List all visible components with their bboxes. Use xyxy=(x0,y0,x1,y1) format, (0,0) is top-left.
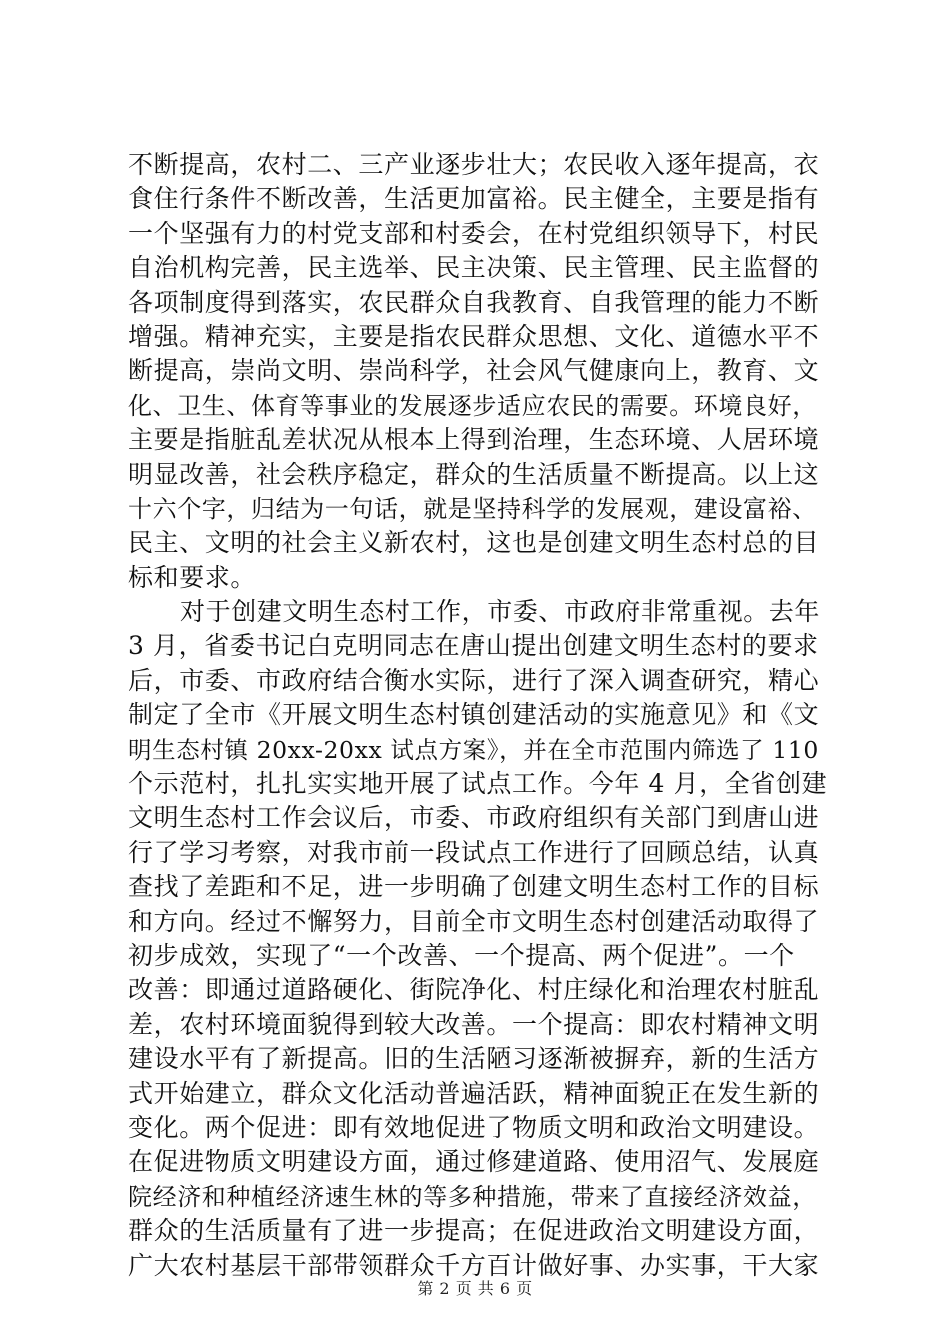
text-line: 3 月，省委书记白克明同志在唐山提出创建文明生态村的要求 xyxy=(128,631,819,661)
text-line: 断提高，崇尚文明、崇尚科学，社会风气健康向上，教育、文 xyxy=(128,356,820,386)
text-line: 变化。两个促进：即有效地促进了物质文明和政治文明建设。 xyxy=(128,1112,820,1142)
text-line: 增强。精神充实，主要是指农民群众思想、文化、道德水平不 xyxy=(128,321,820,351)
text-line: 初步成效，实现了“一个改善、一个提高、两个促进”。一个 xyxy=(128,940,795,970)
text-line: 院经济和种植经济速生林的等多种措施，带来了直接经济效益， xyxy=(128,1182,817,1211)
text-line: 个示范村，扎扎实实地开展了试点工作。今年 4 月，全省创建 xyxy=(128,769,828,799)
text-line: 制定了全市《开展文明生态村镇创建活动的实施意见》和《文 xyxy=(128,700,820,730)
text-line: 主要是指脏乱差状况从根本上得到治理，生态环境、人居环境 xyxy=(128,425,820,455)
text-line: 在促进物质文明建设方面，通过修建道路、使用沼气、发展庭 xyxy=(128,1147,820,1177)
text-line: 自治机构完善，民主选举、民主决策、民主管理、民主监督的 xyxy=(128,253,820,283)
text-line: 差，农村环境面貌得到较大改善。一个提高：即农村精神文明 xyxy=(128,1009,820,1039)
text-line: 群众的生活质量有了进一步提高；在促进政治文明建设方面， xyxy=(128,1216,820,1246)
document-body xyxy=(128,148,828,1283)
text-line: 式开始建立，群众文化活动普遍活跃，精神面貌正在发生新的 xyxy=(128,1078,820,1108)
text-line: 后，市委、市政府结合衡水实际，进行了深入调查研究，精心 xyxy=(128,665,820,695)
text-line: 明显改善，社会秩序稳定，群众的生活质量不断提高。以上这 xyxy=(128,459,820,489)
text-line: 建设水平有了新提高。旧的生活陋习逐渐被摒弃，新的生活方 xyxy=(128,1044,820,1074)
text-line: 行了学习考察，对我市前一段试点工作进行了回顾总结，认真 xyxy=(128,837,820,867)
text-line: 标和要求。 xyxy=(128,562,257,592)
text-line: 文明生态村工作会议后，市委、市政府组织有关部门到唐山进 xyxy=(128,803,820,833)
text-line: 食住行条件不断改善，生活更加富裕。民主健全，主要是指有 xyxy=(128,184,820,214)
text-line: 和方向。经过不懈努力，目前全市文明生态村创建活动取得了 xyxy=(128,906,820,936)
text-line: 民主、文明的社会主义新农村，这也是创建文明生态村总的目 xyxy=(128,528,820,558)
text-line: 化、卫生、体育等事业的发展逐步适应农民的需要。环境良好， xyxy=(128,391,817,420)
text-line: 不断提高，农村二、三产业逐步壮大；农民收入逐年提高，衣 xyxy=(128,150,820,179)
text-line: 十六个字，归结为一句话，就是坚持科学的发展观，建设富裕、 xyxy=(128,494,817,523)
text-line: 广大农村基层干部带领群众千方百计做好事、办实事，干大家 xyxy=(128,1250,820,1280)
text-line: 改善：即通过道路硬化、街院净化、村庄绿化和治理农村脏乱 xyxy=(128,975,820,1005)
text-line: 查找了差距和不足，进一步明确了创建文明生态村工作的目标 xyxy=(128,872,820,902)
paragraph-start-line: 对于创建文明生态村工作，市委、市政府非常重视。去年 xyxy=(180,597,821,627)
text-line: 各项制度得到落实，农民群众自我教育、自我管理的能力不断 xyxy=(128,287,820,317)
text-line: 明生态村镇 20xx-20xx 试点方案》，并在全市范围内筛选了 110 xyxy=(128,735,819,764)
page-number-footer: 第 2 页 共 6 页 xyxy=(417,1279,533,1298)
text-line: 一个坚强有力的村党支部和村委会，在村党组织领导下，村民 xyxy=(128,218,820,248)
